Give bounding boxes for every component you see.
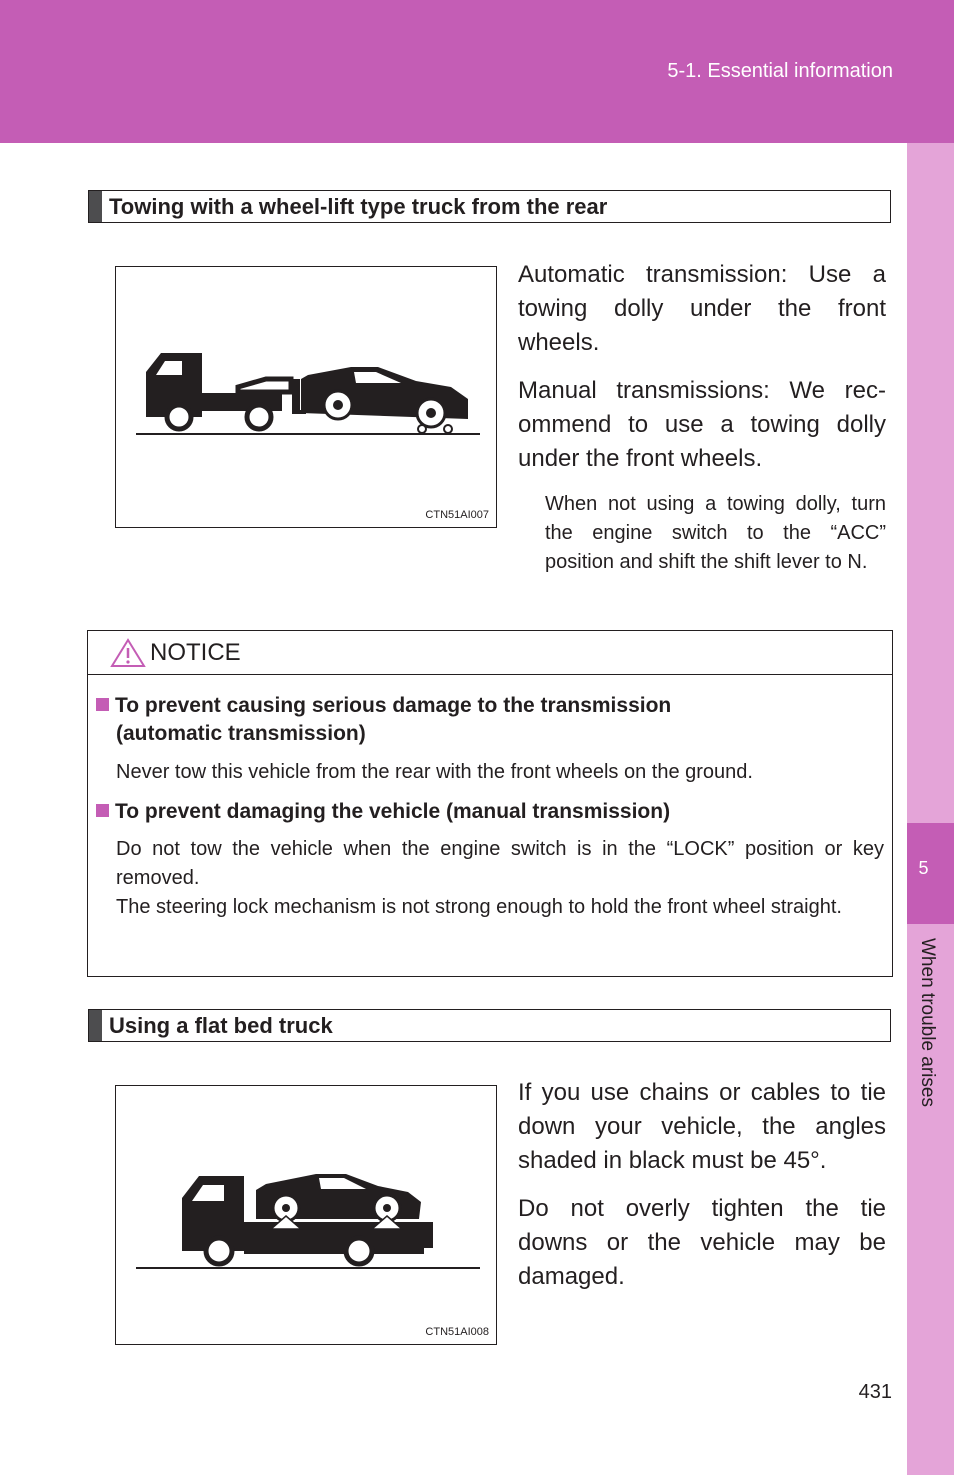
notice-body-line: Do not tow the vehicle when the engine switch is in the “LOCK” position or key removed. (116, 838, 884, 889)
square-bullet-icon (96, 698, 109, 711)
square-bullet-icon (96, 804, 109, 817)
paragraph: If you use chains or cables to tie down your vehicle, the angles shaded in black must be 45°. (518, 1079, 886, 1174)
section-title: Towing with a wheel-lift type truck from the rear (109, 194, 608, 219)
heading-bar (89, 191, 102, 222)
wheel-lift-truck-icon (116, 267, 496, 527)
warning-triangle-icon (110, 638, 146, 668)
notice-item-title: To prevent causing serious damage to the transmission (115, 694, 672, 717)
section-breadcrumb: 5-1. Essential information (667, 60, 893, 82)
side-tab (907, 143, 954, 1475)
notice-item-body (116, 835, 884, 922)
notice-item-title-cont: (automatic transmission) (116, 722, 366, 745)
notice-item-title: To prevent damaging the vehicle (manual transmission) (115, 800, 671, 823)
chapter-label: When trouble arises (917, 938, 938, 1107)
notice-box (87, 630, 893, 977)
page-number: 431 (858, 1381, 892, 1403)
section-title: Using a flat bed truck (109, 1013, 333, 1038)
paragraph: Automatic transmission: Use a towing dolly under the front wheels. (518, 261, 886, 356)
paragraph: Manual transmissions: We rec-ommend to use a towing dolly under the front wheels. (518, 377, 886, 472)
notice-body-line: The steering lock mechanism is not strong enough to hold the front wheel straight. (116, 896, 842, 918)
flat-bed-illustration (115, 1085, 497, 1345)
notice-label: NOTICE (150, 639, 241, 666)
figure-code: CTN51AI007 (425, 509, 489, 521)
section-heading-wheel-lift (88, 190, 891, 223)
notice-item-body: Never tow this vehicle from the rear with the front wheels on the ground. (116, 761, 753, 783)
figure-code: CTN51AI008 (425, 1326, 489, 1338)
section1-text (518, 258, 886, 490)
wheel-lift-illustration (115, 266, 497, 528)
section2-text (518, 1076, 886, 1308)
notice-header (88, 631, 892, 675)
notice-item-heading (96, 798, 670, 826)
chapter-number: 5 (918, 858, 929, 878)
notice-item-heading (96, 692, 671, 748)
heading-bar (89, 1010, 102, 1041)
section-heading-flat-bed (88, 1009, 891, 1042)
section1-note: When not using a towing dolly, turn the engine switch to the “ACC” position and shift the shift lever to N. (545, 493, 886, 573)
paragraph: Do not overly tighten the tie downs or the vehicle may be damaged. (518, 1195, 886, 1290)
flat-bed-truck-icon (116, 1086, 496, 1344)
